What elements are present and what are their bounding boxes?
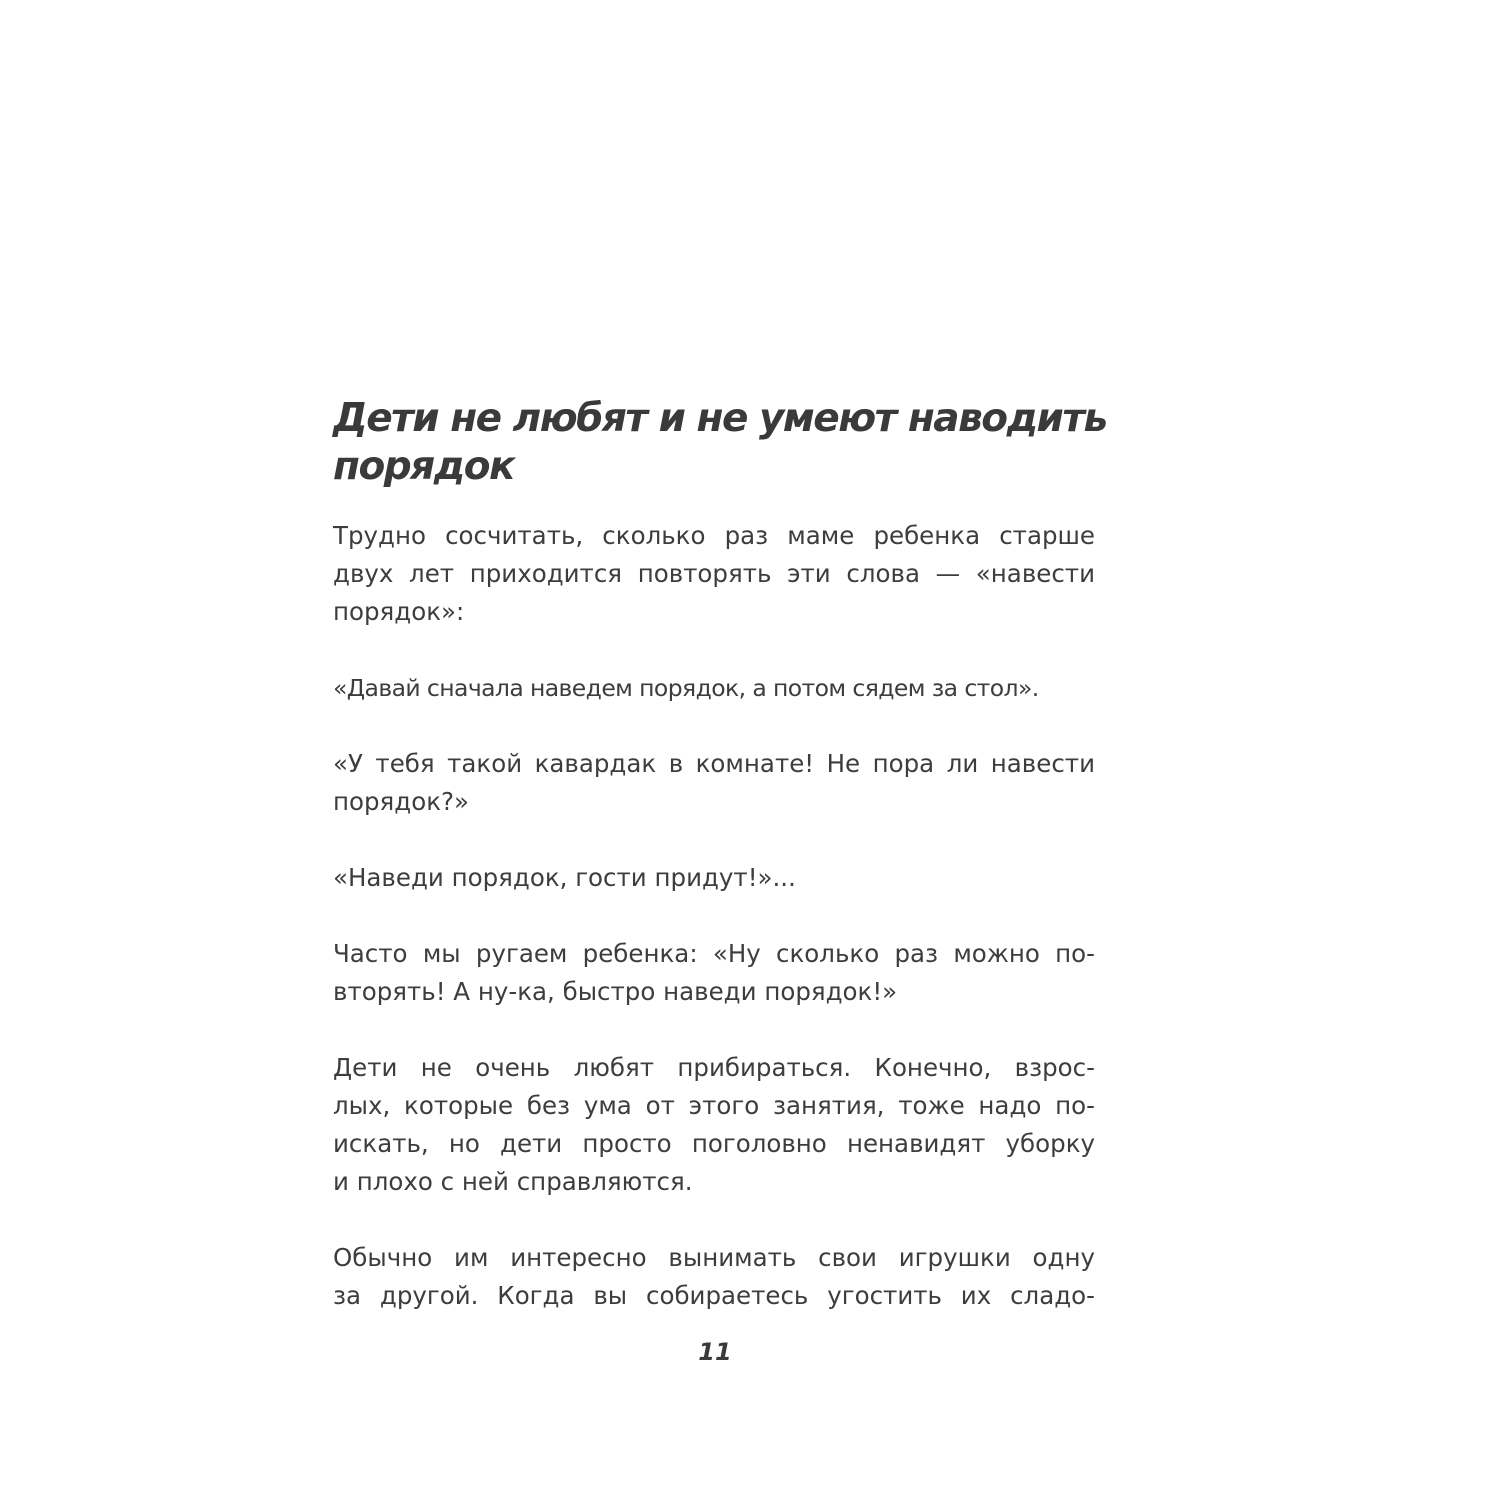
paragraph [333, 1239, 1095, 1315]
text-line: «У тебя такой кавардак в комнате! Не пора ли навести [333, 749, 1095, 778]
paragraph [333, 1049, 1095, 1201]
paragraph [333, 859, 1095, 897]
text-line: Часто мы ругаем ребенка: «Ну сколько раз можно по- [333, 939, 1095, 968]
text-line: и плохо с ней справляются. [333, 1167, 693, 1196]
text-line: «Наведи порядок, гости придут!»... [333, 863, 796, 892]
body-text [333, 517, 1095, 1353]
text-line: лых, которые без ума от этого занятия, тоже надо по- [333, 1091, 1095, 1120]
chapter-heading [333, 395, 1113, 491]
text-line: за другой. Когда вы собираетесь угостить их сладо- [333, 1281, 1095, 1310]
heading-line: порядок [333, 444, 514, 489]
text-line: Трудно сосчитать, сколько раз маме ребенка старше [333, 521, 1095, 550]
text-line: Дети не очень любят прибираться. Конечно, взрос- [333, 1053, 1095, 1082]
text-line: порядок»: [333, 597, 465, 626]
heading-line: Дети не любят и не умеют наводить [333, 396, 1107, 441]
text-line: «Давай сначала наведем порядок, а потом сядем за стол». [333, 674, 1039, 702]
text-line: Обычно им интересно вынимать свои игрушки одну [333, 1243, 1095, 1272]
text-line: порядок?» [333, 787, 470, 816]
text-line: вторять! А ну-ка, быстро наведи порядок!» [333, 977, 898, 1006]
paragraph [333, 517, 1095, 631]
text-line: двух лет приходится повторять эти слова — «навести [333, 559, 1095, 588]
paragraph [333, 745, 1095, 821]
paragraph [333, 669, 1095, 707]
paragraph [333, 935, 1095, 1011]
text-line: искать, но дети просто поголовно ненавидят уборку [333, 1129, 1095, 1158]
page-number: 11 [698, 1338, 732, 1366]
